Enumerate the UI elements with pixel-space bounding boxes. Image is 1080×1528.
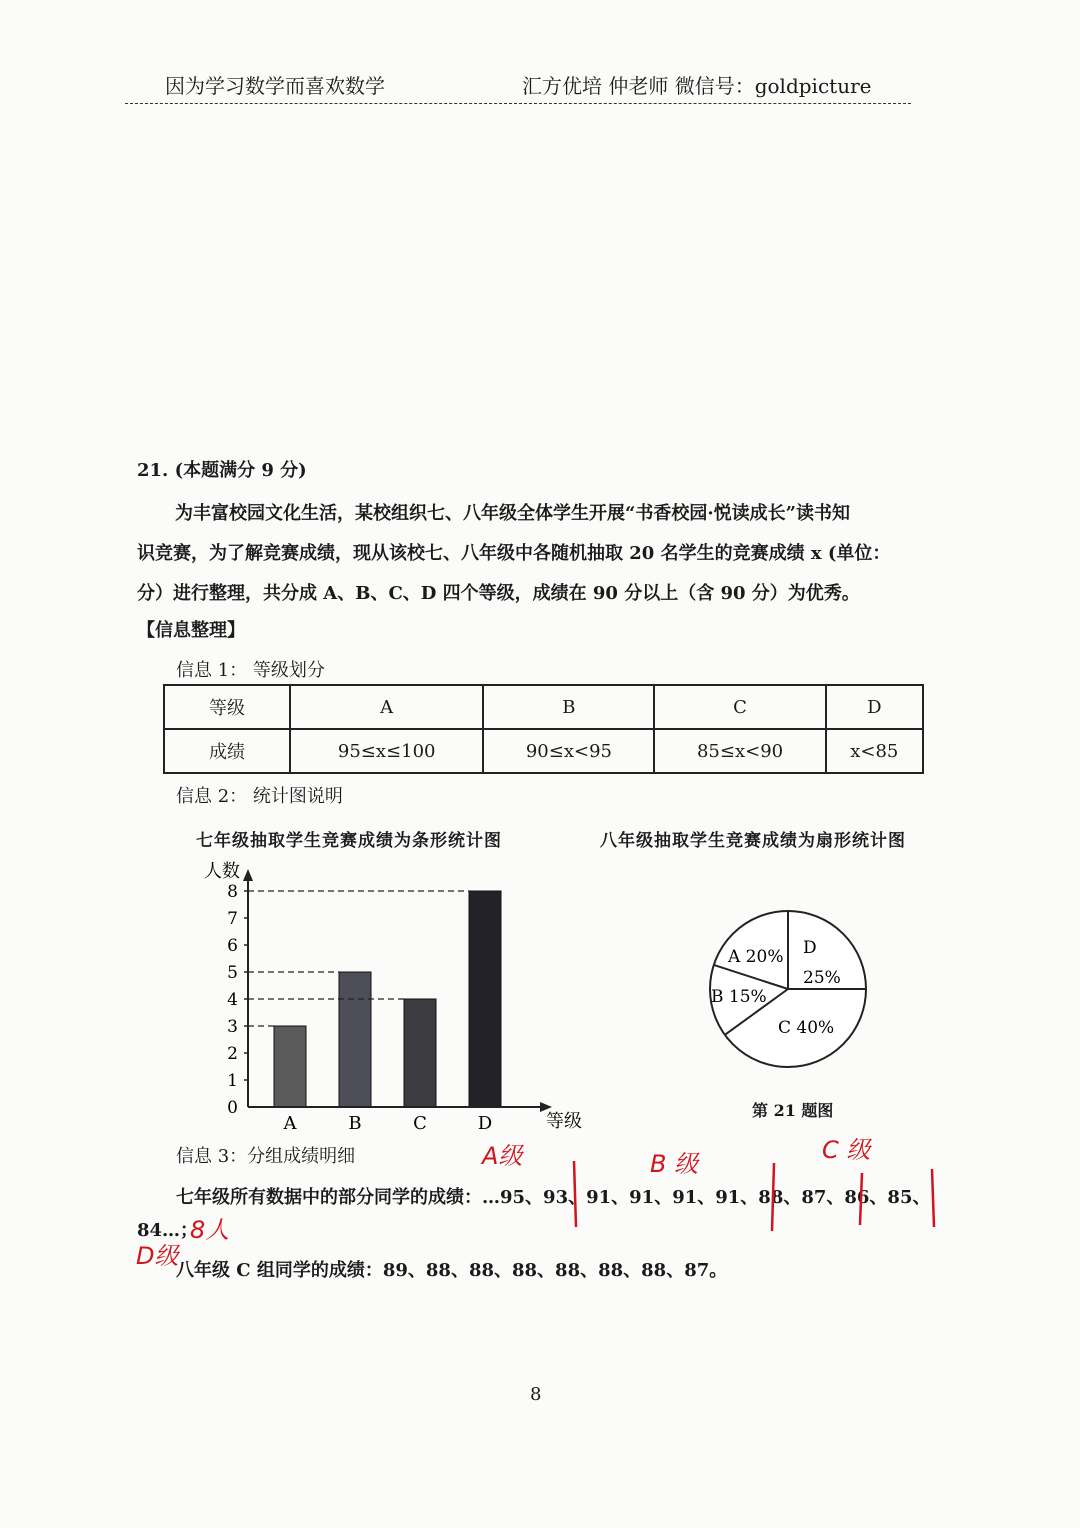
header-right: 汇方优培 仲老师 微信号：goldpicture xyxy=(522,74,872,98)
y-tick-label: 2 xyxy=(227,1044,238,1064)
info1-label: 信息 1： 等级划分 xyxy=(176,660,325,681)
divider-mark-ab xyxy=(574,1161,576,1227)
grade-table-row-score xyxy=(164,729,923,773)
divider-mark-bc xyxy=(772,1163,774,1231)
paragraph-line-1: 为丰富校园文化生活，某校组织七、八年级全体学生开展“书香校园·悦读成长”读书知 xyxy=(175,503,850,524)
y-tick-label: 5 xyxy=(227,963,238,983)
handwritten-c-level: C 级 xyxy=(822,1136,871,1164)
page-number: 8 xyxy=(530,1384,542,1405)
table-cell: D xyxy=(826,685,923,729)
bar-chart-title: 七年级抽取学生竞赛成绩为条形统计图 xyxy=(196,831,502,851)
divider-mark-cd-left xyxy=(860,1173,862,1225)
y-tick-label: 0 xyxy=(227,1098,238,1118)
table-cell: 等级 xyxy=(164,685,290,729)
handwritten-d-level: D级 xyxy=(136,1242,179,1270)
question-number: 21. (本题满分 9 分) xyxy=(137,460,307,481)
table-cell: 85≤x<90 xyxy=(654,729,825,773)
grade7-scores: 七年级所有数据中的部分同学的成绩：…95、93、91、91、91、91、88、87、86、85、 xyxy=(176,1187,931,1208)
x-tick-label: C xyxy=(413,1113,427,1134)
divider-mark-cd-right xyxy=(932,1169,934,1227)
x-tick-label: D xyxy=(477,1113,493,1134)
grade-table xyxy=(163,684,924,774)
y-tick-label: 3 xyxy=(227,1017,238,1037)
x-tick-label: B xyxy=(348,1113,362,1134)
table-cell: C xyxy=(654,685,825,729)
y-tick-label: 8 xyxy=(227,882,238,902)
paragraph-line-2: 识竞赛，为了解竞赛成绩，现从该校七、八年级中各随机抽取 20 名学生的竞赛成绩 x (单位： xyxy=(137,543,891,564)
info3-label: 信息 3：分组成绩明细 xyxy=(176,1146,356,1167)
question-paragraph xyxy=(137,494,947,614)
header-left: 因为学习数学而喜欢数学 xyxy=(165,74,385,98)
figure-caption: 第 21 题图 xyxy=(752,1101,834,1120)
table-cell: B xyxy=(483,685,654,729)
pie-label-d-percent: 25% xyxy=(803,968,841,988)
bar-chart xyxy=(190,855,610,1140)
pie-label-c: C 40% xyxy=(778,1018,835,1038)
pie-label-d-letter: D xyxy=(803,938,817,958)
table-cell: 成绩 xyxy=(164,729,290,773)
handwritten-divider-marks xyxy=(560,1155,950,1235)
grade-table-row-level xyxy=(164,685,923,729)
handwritten-a-level: A级 xyxy=(482,1142,523,1170)
pie-chart xyxy=(690,905,890,1085)
info2-label: 信息 2： 统计图说明 xyxy=(176,786,343,807)
table-cell: x<85 xyxy=(826,729,923,773)
pie-label-b: B 15% xyxy=(711,987,767,1007)
bar xyxy=(274,1026,306,1107)
bar xyxy=(469,891,501,1107)
x-tick-label: A xyxy=(283,1113,297,1134)
table-cell: A xyxy=(290,685,483,729)
y-tick-label: 7 xyxy=(227,909,238,929)
table-cell: 90≤x<95 xyxy=(483,729,654,773)
bar xyxy=(339,972,371,1107)
grade7-scores-cont: 84…； xyxy=(137,1220,199,1241)
pie-label-a: A 20% xyxy=(728,947,784,967)
handwritten-eight-people: 8人 xyxy=(190,1216,230,1244)
y-axis-label: 人数 xyxy=(204,861,240,882)
y-tick-label: 6 xyxy=(227,936,238,956)
grade8-c-scores: 八年级 C 组同学的成绩：89、88、88、88、88、88、88、87。 xyxy=(176,1260,728,1281)
pie-chart-title: 八年级抽取学生竞赛成绩为扇形统计图 xyxy=(600,831,906,851)
handwritten-b-level: B 级 xyxy=(650,1150,699,1178)
y-tick-label: 1 xyxy=(227,1071,238,1091)
section-title: 【信息整理】 xyxy=(137,620,245,641)
bar xyxy=(404,999,436,1107)
y-axis-arrow-icon xyxy=(243,869,253,881)
table-cell: 95≤x≤100 xyxy=(290,729,483,773)
header-rule xyxy=(125,103,911,104)
y-tick-label: 4 xyxy=(227,990,238,1010)
paragraph-line-3: 分）进行整理，共分成 A、B、C、D 四个等级，成绩在 90 分以上（含 90 分）为优秀。 xyxy=(137,583,860,604)
x-axis-label: 等级 xyxy=(546,1111,582,1132)
